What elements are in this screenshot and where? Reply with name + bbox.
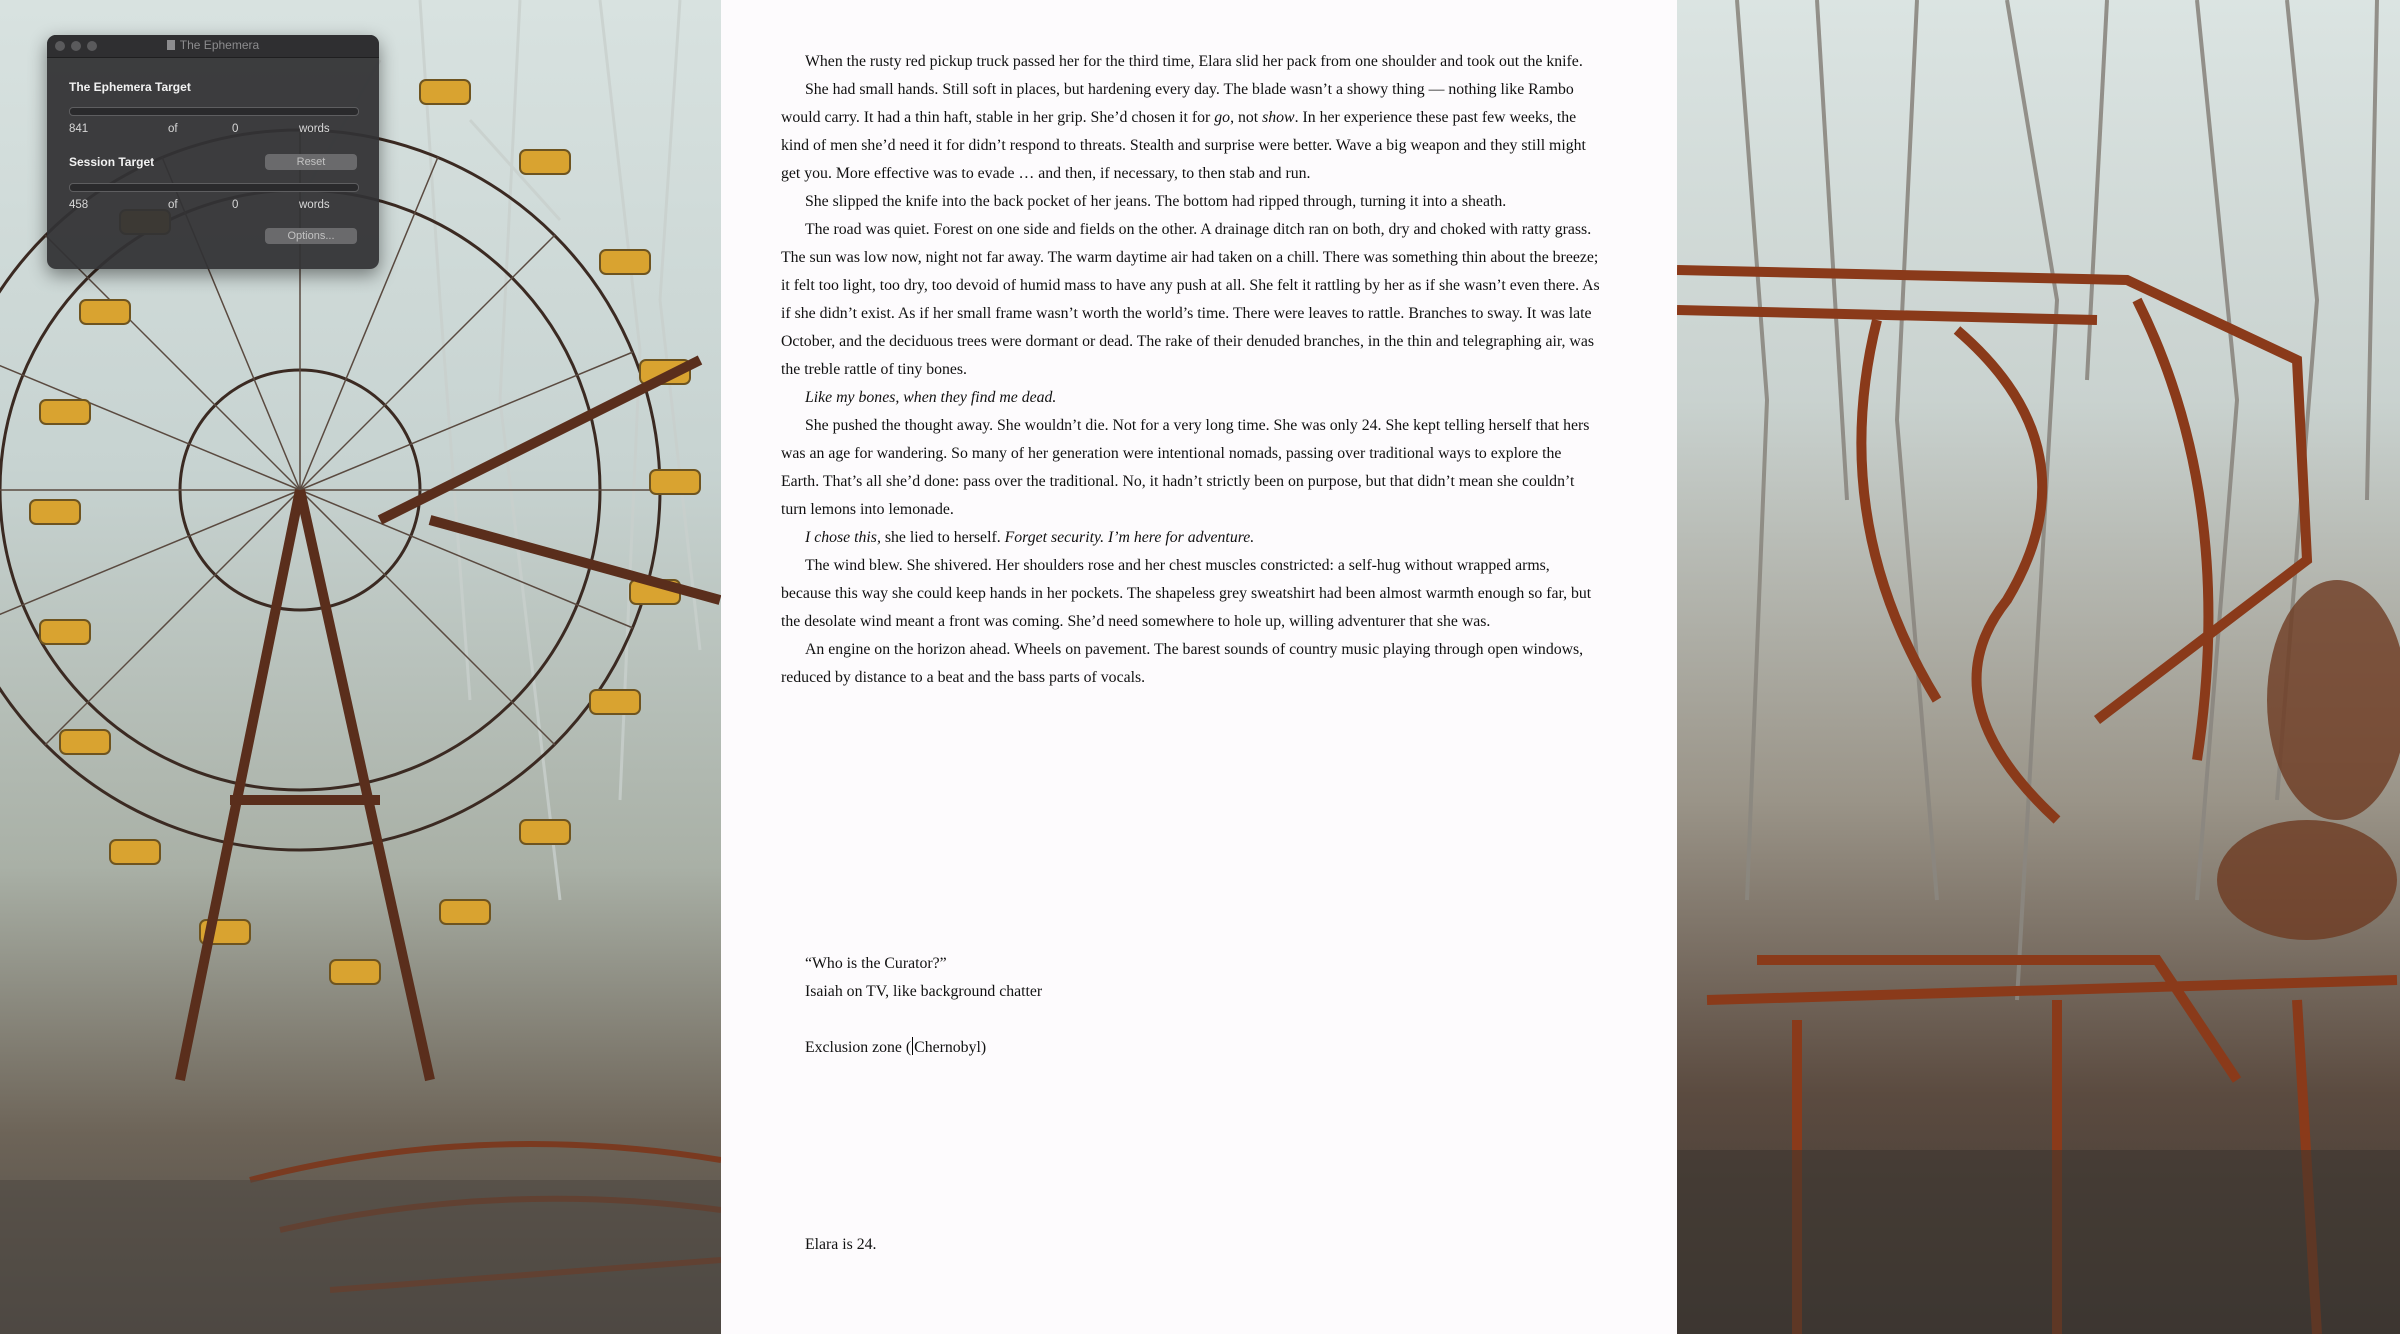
options-button[interactable]: Options... [265, 228, 357, 244]
manuscript-paragraph [781, 384, 1601, 412]
text-run: She had small hands. Still soft in places, but hardening every day. The blade wasn’t a showy thing — nothing like Rambo would carry. It had a thin haft, stable in her grip. She’d chosen it for [781, 81, 1574, 126]
text-run: The road was quiet. Forest on one side and fields on the other. A drainage ditch ran on both, dry and choked with ratty grass. The sun was low now, night not far away. The warm daytime air had taken on a chill. There was something thin about the breeze; it felt too light, too dry, too devoid of humid mass to have any push at all. She felt it rattling by her as if she wasn’t even there. As if she didn’t exist. As if her small frame wasn’t worth the world’s time. There were leaves to rattle. Branches to sway. It was late October, and the deciduous trees were dormant or dead. The rake of their denuded branches, in the thin and telegraphing air, was the treble rattle of tiny bones. [781, 221, 1600, 378]
note-line-with-caret [805, 1034, 986, 1062]
manuscript-paragraph [781, 636, 1601, 692]
document-word-count: 841 [69, 123, 89, 135]
window-titlebar[interactable] [47, 35, 379, 58]
notes-block-2[interactable] [805, 1034, 986, 1062]
background-photo-swing-ride [1677, 0, 2400, 1334]
manuscript-paragraph [781, 524, 1601, 552]
text-run: An engine on the horizon ahead. Wheels on pavement. The barest sounds of country music playing through open windows, reduced by distance to a beat and the bass parts of vocals. [781, 641, 1584, 686]
note-text: Exclusion zone ( [805, 1039, 912, 1056]
of-label: of [168, 123, 178, 135]
manuscript-paragraph [781, 48, 1601, 76]
words-label: words [299, 199, 330, 211]
window-title-text: The Ephemera [179, 38, 260, 52]
document-body[interactable] [781, 48, 1601, 692]
manuscript-paragraph [781, 188, 1601, 216]
words-label: words [299, 123, 330, 135]
swing-ride-illustration [1677, 0, 2400, 1334]
italic-text: Like my bones, when they find me dead. [805, 389, 1057, 406]
notes-block-3[interactable] [805, 1231, 877, 1259]
targets-window [47, 35, 379, 269]
manuscript-paragraph [781, 216, 1601, 384]
session-goal-field[interactable]: 0 [232, 199, 239, 211]
reset-button[interactable]: Reset [265, 154, 357, 170]
italic-text: Forget security. I’m here for adventure. [1004, 529, 1255, 546]
document-icon [167, 40, 175, 50]
text-run: , not [1230, 109, 1263, 126]
notes-block-1[interactable] [805, 950, 1042, 1006]
manuscript-paragraph [781, 552, 1601, 636]
manuscript-paragraph [781, 412, 1601, 524]
editor-page[interactable] [721, 0, 1677, 1334]
session-target-label: Session Target [69, 155, 155, 169]
window-title [47, 38, 379, 52]
note-line: “Who is the Curator?” [805, 955, 947, 972]
document-target-progress-bar [69, 107, 359, 116]
text-run: The wind blew. She shivered. Her shoulders rose and her chest muscles constricted: a self-hug without wrapped arms, because this way she could keep hands in her pockets. The shapeless grey sweatshirt had been almost warmth enough so far, but the desolate wind meant a front was coming. She’d need somewhere to hole up, willing adventurer that she was. [781, 557, 1592, 630]
of-label: of [168, 199, 178, 211]
document-goal-field[interactable]: 0 [232, 123, 239, 135]
document-target-label: The Ephemera Target [69, 80, 191, 94]
note-line: Elara is 24. [805, 1236, 877, 1253]
text-run: When the rusty red pickup truck passed her for the third time, Elara slid her pack from one shoulder and took out the knife. [805, 53, 1583, 70]
note-line: Isaiah on TV, like background chatter [805, 983, 1043, 1000]
note-text: Chernobyl) [914, 1039, 987, 1056]
session-target-progress-bar [69, 183, 359, 192]
manuscript-paragraph [781, 76, 1601, 188]
italic-text: I chose this, [805, 529, 881, 546]
text-run: she lied to herself. [880, 529, 1005, 546]
session-word-count: 458 [69, 199, 89, 211]
text-run: She slipped the knife into the back pocket of her jeans. The bottom had ripped through, turning it into a sheath. [805, 193, 1507, 210]
italic-text: go [1214, 109, 1231, 126]
italic-text: show [1262, 109, 1295, 126]
text-run: She pushed the thought away. She wouldn’t die. Not for a very long time. She was only 24. She kept telling herself that hers was an age for wandering. So many of her generation were intentional nomads, passing over traditional ways to explore the Earth. That’s all she’d done: pass over the traditional. No, it hadn’t strictly been on purpose, but that didn’t mean she couldn’t turn lemons into lemonade. [781, 417, 1590, 518]
text-run: . In her experience these past few weeks, the kind of men she’d need it for didn’t respond to threats. Stealth and surprise were better. Wave a big weapon and they still might get you. More effective was to evade … and then, if necessary, to then stab and run. [781, 109, 1586, 182]
